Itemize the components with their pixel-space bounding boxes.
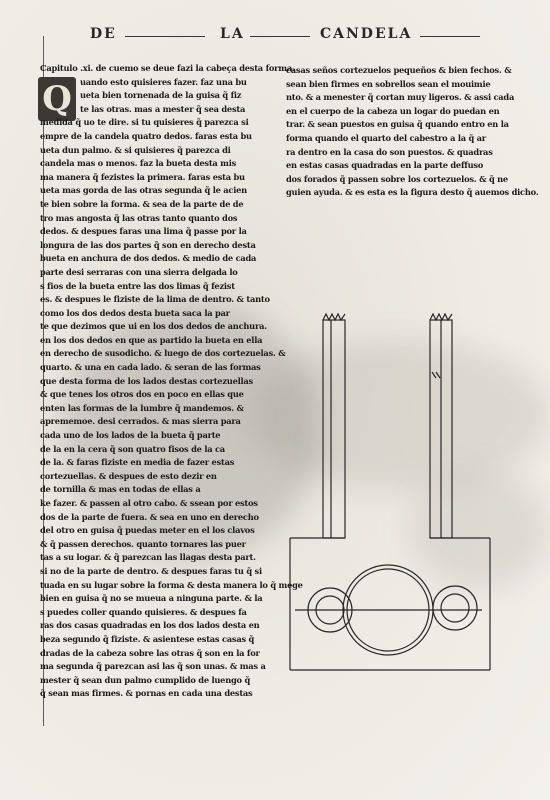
- text-line: de la en la cera q̃ son quatro fisos de la ca: [40, 443, 225, 454]
- text-line: en estas casas quadradas en la parte deffuso: [286, 160, 484, 171]
- text-line: que desta forma de los lados destas cortezuellas: [40, 375, 253, 386]
- left-rod: [323, 320, 345, 538]
- header-left: DE: [90, 26, 117, 42]
- text-line: sean bien firmes en sobrellos sean el mouimie: [286, 78, 491, 89]
- text-line: nto. & a menester q̃ cortan muy ligeros. & assi cada: [286, 92, 515, 103]
- text-line: ueta mas gorda de las otras segunda q̃ le acien: [40, 185, 247, 196]
- text-line: te las otras. mas a mester q̃ sea desta: [80, 103, 246, 114]
- text-line: forma quando el quarto del cabestro a la q̃ ar: [286, 132, 486, 143]
- text-line: dedos. & despues faras una lima q̃ passe por la: [40, 226, 247, 237]
- text-line: trar. & sean puestos en guisa q̃ quando entro en la: [286, 119, 509, 130]
- text-line: te bien sobre la forma. & sea de la parte de de: [40, 198, 244, 209]
- text-line: q̃ sean mas firmes. & pornas en cada una destas: [40, 688, 253, 699]
- text-line: medida q̃ uo te dire. si tu quisieres q̃ parezca si: [40, 117, 249, 128]
- text-line: & que tenes los otros dos en poco en ellas que: [40, 389, 244, 400]
- text-line: beza segundo q̃ fiziste. & asientese estas casas q̃: [40, 633, 255, 644]
- text-line: aprememoe. desi cerrados. & mas sierra para: [40, 416, 241, 427]
- text-line: tro mas angosta q̃ las otras tanto quanto dos: [40, 212, 238, 223]
- header-right: CANDELA: [320, 26, 413, 42]
- text-line: si no de la parte de dentro. & despues faras tu q̃ si: [40, 565, 262, 576]
- text-line: s fios de la bueta entre las dos limas q̃ fezist: [40, 280, 235, 291]
- text-line: es. & despues le fiziste de la lima de dentro. & tanto: [40, 294, 270, 305]
- text-line: empre de la candela quatro dedos. faras esta bu: [40, 130, 252, 141]
- text-line: dos de la parte de fuera. & sea en uno en derecho: [40, 511, 259, 522]
- text-line: del otro en guisa q̃ puedas meter en el los clavos: [40, 525, 255, 536]
- right-rod-crown: [430, 314, 452, 320]
- text-line: ueta bien tornenada de la guisa q̃ fiz: [80, 90, 242, 101]
- text-line: de tornilla & mas en todas de ellas a: [40, 484, 201, 495]
- text-line: s puedes coller quando quisieres. & despues fa: [40, 606, 247, 617]
- text-line: dos forados q̃ passen sobre los cortezuelos. & q̃ ne: [286, 173, 508, 184]
- text-line: guien ayuda. & es esta es la figura desto q̃ auemos dicho.: [286, 187, 539, 198]
- text-line: dradas de la cabeza sobre las otras q̃ son en la for: [40, 647, 260, 658]
- text-line: en los dos dedos en que as partido la bueta en ella: [40, 334, 263, 345]
- text-line: ra dentro en la casa do son puestos. & quadras: [286, 146, 493, 157]
- text-line: tuada en su lugar sobre la forma & desta manera lo q̃ mege: [40, 579, 303, 590]
- text-line: parte desi serraras con una sierra delgada lo: [40, 266, 238, 277]
- left-rod-crown: [323, 314, 345, 320]
- text-line: candela mas o menos. faz la bueta desta mis: [40, 158, 237, 169]
- text-line: ras dos casas quadradas en los dos lados desta en: [40, 620, 260, 631]
- text-line: enten las formas de la lumbre q̃ mandemos. &: [40, 402, 244, 413]
- text-line: como los dos dedos desta bueta saca la par: [40, 307, 230, 318]
- text-line: bueta en anchura de dos dedos. & medio de cada: [40, 253, 257, 264]
- text-line: en el cuerpo de la cabeza un logar do puedan en: [286, 105, 500, 116]
- text-line: cortezuellas. & despues de esto dezir en: [40, 470, 217, 481]
- text-line: ueta dun palmo. & si quisieres q̃ parezca di: [40, 144, 231, 155]
- right-small-circle: [433, 586, 477, 630]
- text-line: longura de las dos partes q̃ son en derecho desta: [40, 239, 256, 250]
- illuminated-initial: Q: [38, 77, 76, 121]
- text-line: casas seños cortezuelos pequeños & bien fechos. &: [286, 65, 512, 75]
- text-line: mester q̃ sean dun palmo cumplido de luengo q̃: [40, 674, 251, 685]
- text-line: uando esto quisieres fazer. faz una bu: [80, 76, 247, 87]
- text-line: Capitulo .xi. de cuemo se deue fazi la cabeça desta forma.: [40, 63, 295, 73]
- text-line: tas a su logar. & q̃ parezcan las llagas desta part.: [40, 552, 256, 563]
- text-line: te que dezimos que ui en los dos dedos de anchura.: [40, 321, 267, 332]
- text-line: cada uno de los lados de la bueta q̃ parte: [40, 430, 221, 441]
- text-line: ma manera q̃ fezistes la primera. faras esta bu: [40, 171, 245, 182]
- header-middle: LA: [220, 26, 245, 42]
- text-line: quarto. & una en cada lado. & seran de las formas: [40, 362, 261, 373]
- text-line: ke fazer. & passen al otro cabo. & ssean por estos: [40, 498, 258, 508]
- text-line: & q̃ passen derechos. quanto tornares las puer: [40, 538, 246, 549]
- text-line: en derecho de susodicho. & luego de dos cortezuelas. &: [40, 348, 286, 359]
- text-line: ma segunda q̃ parezcan asi las q̃ son unas. & mas a: [40, 661, 266, 672]
- text-line: bien en guisa q̃ no se mueua a ninguna parte. & la: [40, 593, 263, 604]
- text-line: de la. & faras fiziste en media de fazer estas: [40, 457, 235, 468]
